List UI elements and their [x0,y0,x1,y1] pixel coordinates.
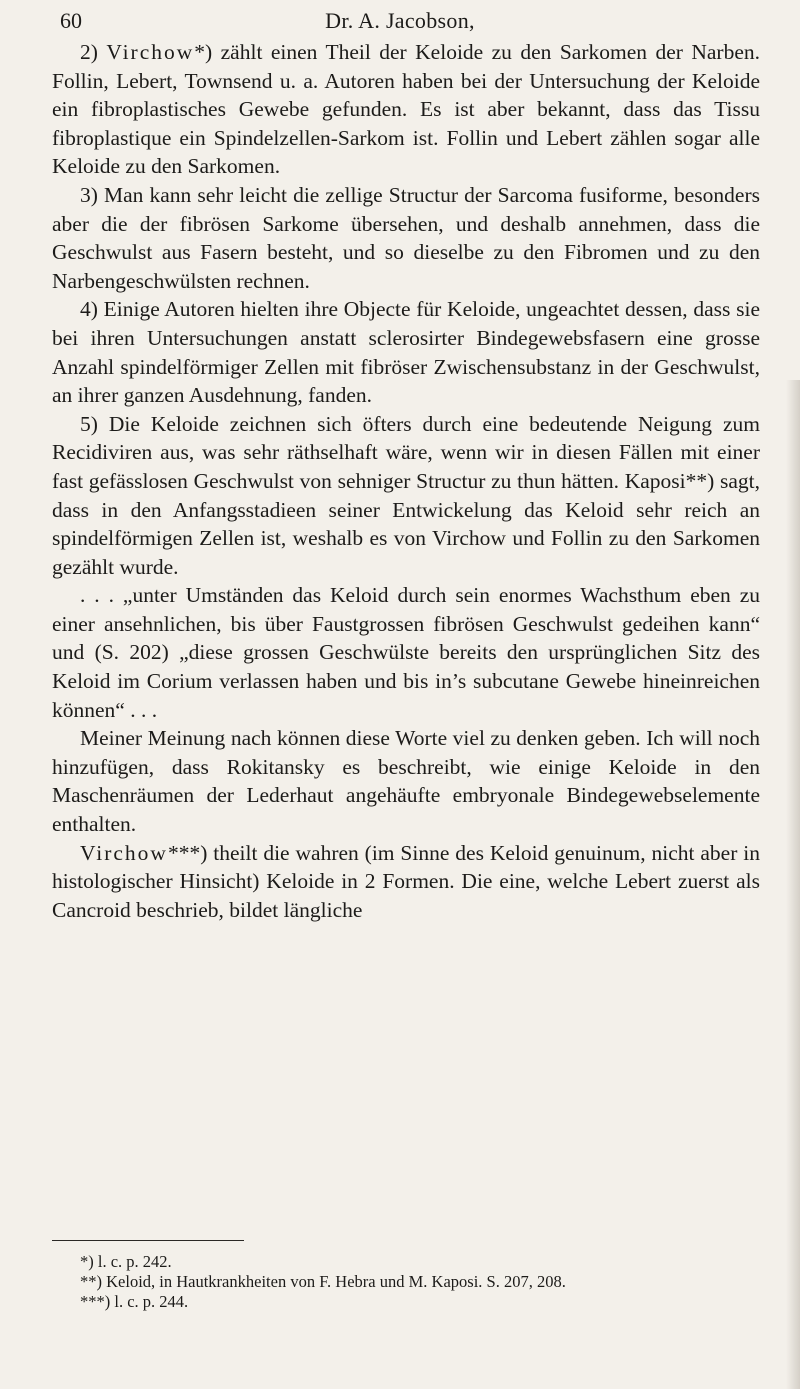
page-edge-shadow [786,380,800,1389]
running-head: Dr. A. Jacobson, [325,8,475,33]
page-number: 60 [60,8,82,33]
footnotes [80,1252,760,1312]
paragraph-6: Meiner Meinung nach können diese Worte viel zu denken geben. Ich will noch hinzufügen, dass Rokitansky es beschreibt, wie einige Keloide in den Maschenräumen der Lederhaut angehäufte embryonale Bindegewebselemente enthalten. [52,726,760,837]
paragraph-5: . . . „unter Umständen das Keloid durch sein enormes Wachsthum eben zu einer ansehnlichen, bis über Faustgrossen fibrösen Geschwulst gedeihen kann“ und (S. 202) „diese grossen Geschwülste bereits den ursprünglichen Sitz des Keloid im Corium verlassen haben und bis in’s subcutane Gewebe hineinreichen können“ . . . [52,583,760,722]
body-text [52,38,760,924]
paragraph-1: 2) Virchow*) zählt einen Theil der Keloide zu den Sarkomen der Narben. Follin, Lebert, Townsend u. a. Autoren haben bei der Untersuchung der Keloide ein fibroplastisches Gewebe gefunden. Es ist aber bekannt, dass das Tissu fibroplastique ein Spindelzellen-Sarkom ist. Follin und Lebert zählen sogar alle Keloide zu den Sarkomen. [52,40,760,179]
footnote-1: *) l. c. p. 242. [80,1252,172,1271]
author-name: Virchow [80,840,168,865]
page-header [60,6,740,40]
paragraph-7: Virchow***) theilt die wahren (im Sinne des Keloid genuinum, nicht aber in histologischer Hinsicht) Keloide in 2 Formen. Die eine, welche Lebert zuerst als Cancroid beschrieb, bildet längliche [52,840,760,922]
author-name: Virchow [106,40,195,64]
paragraph-4: 5) Die Keloide zeichnen sich öfters durch eine bedeutende Neigung zum Recidiviren aus, was sehr räthselhaft wäre, wenn wir in diesen Fällen mit einer fast gefässlosen Geschwulst von sehniger Structur zu thun hätten. Kaposi**) sagt, dass in den Anfangsstadieen seiner Entwickelung das Keloid sehr reich an spindelförmigen Zellen ist, weshalb es von Virchow und Follin zu den Sarkomen gezählt wurde. [52,411,760,579]
footnote-3: ***) l. c. p. 244. [80,1292,189,1311]
paragraph-2: 3) Man kann sehr leicht die zellige Structur der Sarcoma fusiforme, besonders aber die der fibrösen Sarkome übersehen, und deshalb annehmen, dass die Geschwulst aus Fasern besteht, und so dieselbe zu den Fibromen und zu den Narbengeschwülsten rechnen. [52,182,760,293]
footnote-divider [52,1240,244,1241]
footnote-2: **) Keloid, in Hautkrankheiten von F. Hebra und M. Kaposi. S. 207, 208. [80,1272,566,1291]
paragraph-3: 4) Einige Autoren hielten ihre Objecte für Keloide, ungeachtet dessen, dass sie bei ihren Untersuchungen anstatt sclerosirter Bindegewebsfasern eine grosse Anzahl spindelförmiger Zellen mit fibröser Zwischensubstanz in der Geschwulst, an ihrer ganzen Ausdehnung, fanden. [52,297,760,408]
